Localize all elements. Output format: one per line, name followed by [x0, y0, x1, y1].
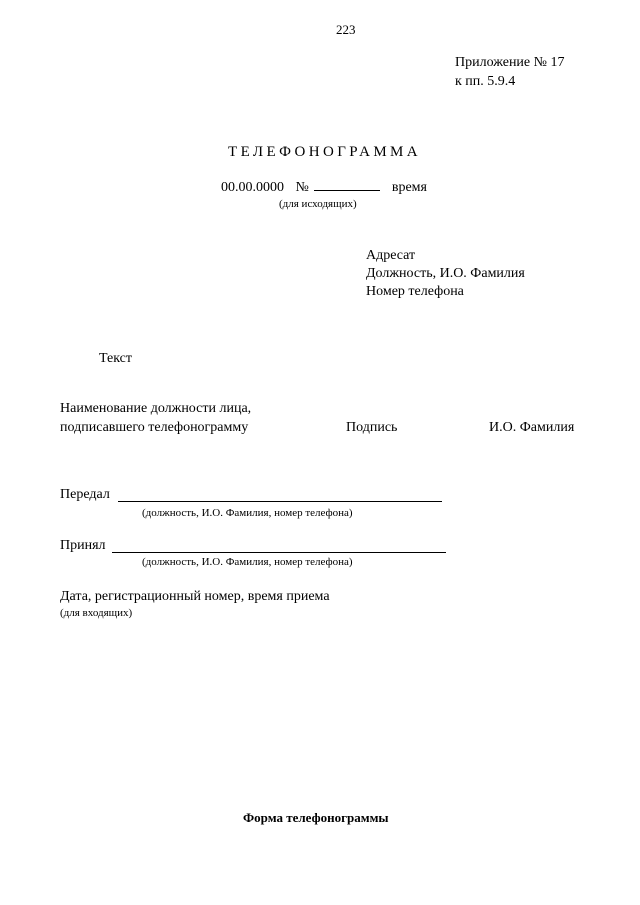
sent-note: (должность, И.О. Фамилия, номер телефона): [142, 507, 353, 519]
received-note: (должность, И.О. Фамилия, номер телефона): [142, 556, 353, 568]
date-value: 00.00.0000: [221, 180, 284, 195]
signer-name-label: И.О. Фамилия: [489, 420, 575, 435]
receipt-info: Дата, регистрационный номер, время приема: [60, 589, 330, 604]
date-line: [221, 180, 427, 196]
addressee-phone: Номер телефона: [366, 284, 464, 299]
appendix-number: Приложение № 17: [455, 55, 565, 70]
sent-field-line: [118, 501, 442, 502]
incoming-note: (для входящих): [60, 607, 133, 619]
outgoing-note: (для исходящих): [279, 198, 357, 210]
received-field-line: [112, 552, 446, 553]
number-label: №: [295, 180, 309, 195]
document-title: ТЕЛЕФОНОГРАММА: [228, 144, 422, 160]
addressee-position: Должность, И.О. Фамилия: [366, 266, 525, 281]
signer-position-line1: Наименование должности лица,: [60, 401, 252, 416]
signer-position-line2: подписавшего телефонограмму: [60, 420, 249, 435]
time-label: время: [391, 180, 427, 195]
received-label: Принял: [60, 538, 106, 553]
sent-label: Передал: [60, 487, 110, 502]
addressee-label: Адресат: [366, 248, 416, 263]
page-number: 223: [336, 22, 356, 37]
form-caption: Форма телефонограммы: [243, 810, 389, 825]
number-field-line: [314, 189, 380, 191]
signature-label: Подпись: [346, 420, 398, 435]
appendix-reference: к пп. 5.9.4: [455, 74, 516, 89]
text-label: Текст: [99, 351, 133, 366]
